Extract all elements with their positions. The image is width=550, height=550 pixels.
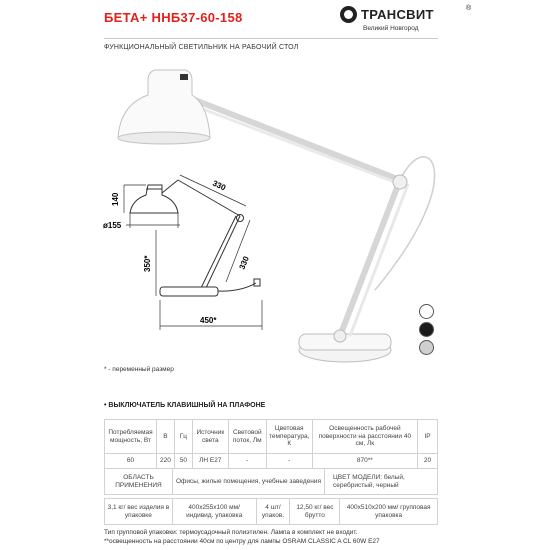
- table-cell: 400x255x100 мм/ индивид. упаковка: [172, 499, 256, 525]
- table-cell: 20: [418, 454, 438, 469]
- table-row: [105, 499, 438, 525]
- table-cell: -: [228, 454, 266, 469]
- table-cell: 4 шт/ упаков.: [256, 499, 290, 525]
- logo-subtitle: Великий Новгород: [363, 25, 419, 32]
- model-colors: ЦВЕТ МОДЕЛИ: белый, серебристый, черный: [325, 469, 438, 495]
- table-header-cell: Световой поток, Лм: [228, 420, 266, 454]
- application-table: [104, 468, 438, 495]
- table-cell: 870**: [312, 454, 417, 469]
- table-cell: 220: [156, 454, 174, 469]
- dim-330-side-label: 330: [237, 254, 251, 271]
- table-cell: 400x510x200 мм/ групповая упаковка: [340, 499, 438, 525]
- table-row: [105, 469, 438, 495]
- packaging-table: [104, 498, 438, 525]
- table-cell: -: [266, 454, 312, 469]
- logo-registered-mark: ®: [466, 5, 472, 12]
- application-label: ОБЛАСТЬ ПРИМЕНЕНИЯ: [105, 469, 173, 495]
- dim-350-label: 350*: [143, 255, 152, 272]
- footnote-packaging: Тип групповой упаковки: термоусадочный полиэтилен. Лампа в комплект не входит.: [104, 529, 358, 536]
- table-header-cell: Цветовая температура, К: [266, 420, 312, 454]
- table-header-cell: В: [156, 420, 174, 454]
- table-header-cell: IP: [418, 420, 438, 454]
- switch-note: • ВЫКЛЮЧАТЕЛЬ КЛАВИШНЫЙ НА ПЛАФОНЕ: [104, 402, 266, 409]
- color-swatch-black[interactable]: [419, 322, 434, 337]
- table-header-cell: Потребляемая мощность, Вт: [105, 420, 157, 454]
- spec-table: [104, 419, 438, 469]
- dim-330-top-label: 330: [211, 178, 228, 193]
- dim-140-label: 140: [111, 192, 120, 206]
- color-swatch-silver[interactable]: [419, 340, 434, 355]
- table-header-cell: Гц: [174, 420, 192, 454]
- variable-size-note: * - переменный размер: [104, 366, 174, 373]
- logo-text: ТРАНСВИТ: [361, 7, 434, 22]
- table-cell: ЛН Е27: [192, 454, 228, 469]
- table-row: [105, 454, 438, 469]
- table-cell: 12,50 кг/ вес брутто: [290, 499, 340, 525]
- table-cell: 60: [105, 454, 157, 469]
- dim-155-label: ø155: [103, 221, 122, 230]
- footnote-illuminance: **освещенность на расстоянии 40см по центру для лампы OSRAM CLASSIC A CL 60W E27: [104, 538, 380, 545]
- table-cell: 3,1 кг/ вес изделия в упаковке: [105, 499, 173, 525]
- product-subtitle: ФУНКЦИОНАЛЬНЫЙ СВЕТИЛЬНИК НА РАБОЧИЙ СТОЛ: [104, 44, 299, 51]
- dim-450-label: 450*: [200, 316, 217, 325]
- table-header-cell: Источник света: [192, 420, 228, 454]
- table-cell: 50: [174, 454, 192, 469]
- table-header-cell: Освещенность рабочей поверхности на расстоянии 40 см, Лк: [312, 420, 417, 454]
- table-header-row: [105, 420, 438, 454]
- color-swatch-white[interactable]: [419, 304, 434, 319]
- product-title: БЕТА+ ННБ37-60-158: [104, 10, 243, 25]
- application-value: Офисы, жилые помещения, учебные заведения: [173, 469, 325, 495]
